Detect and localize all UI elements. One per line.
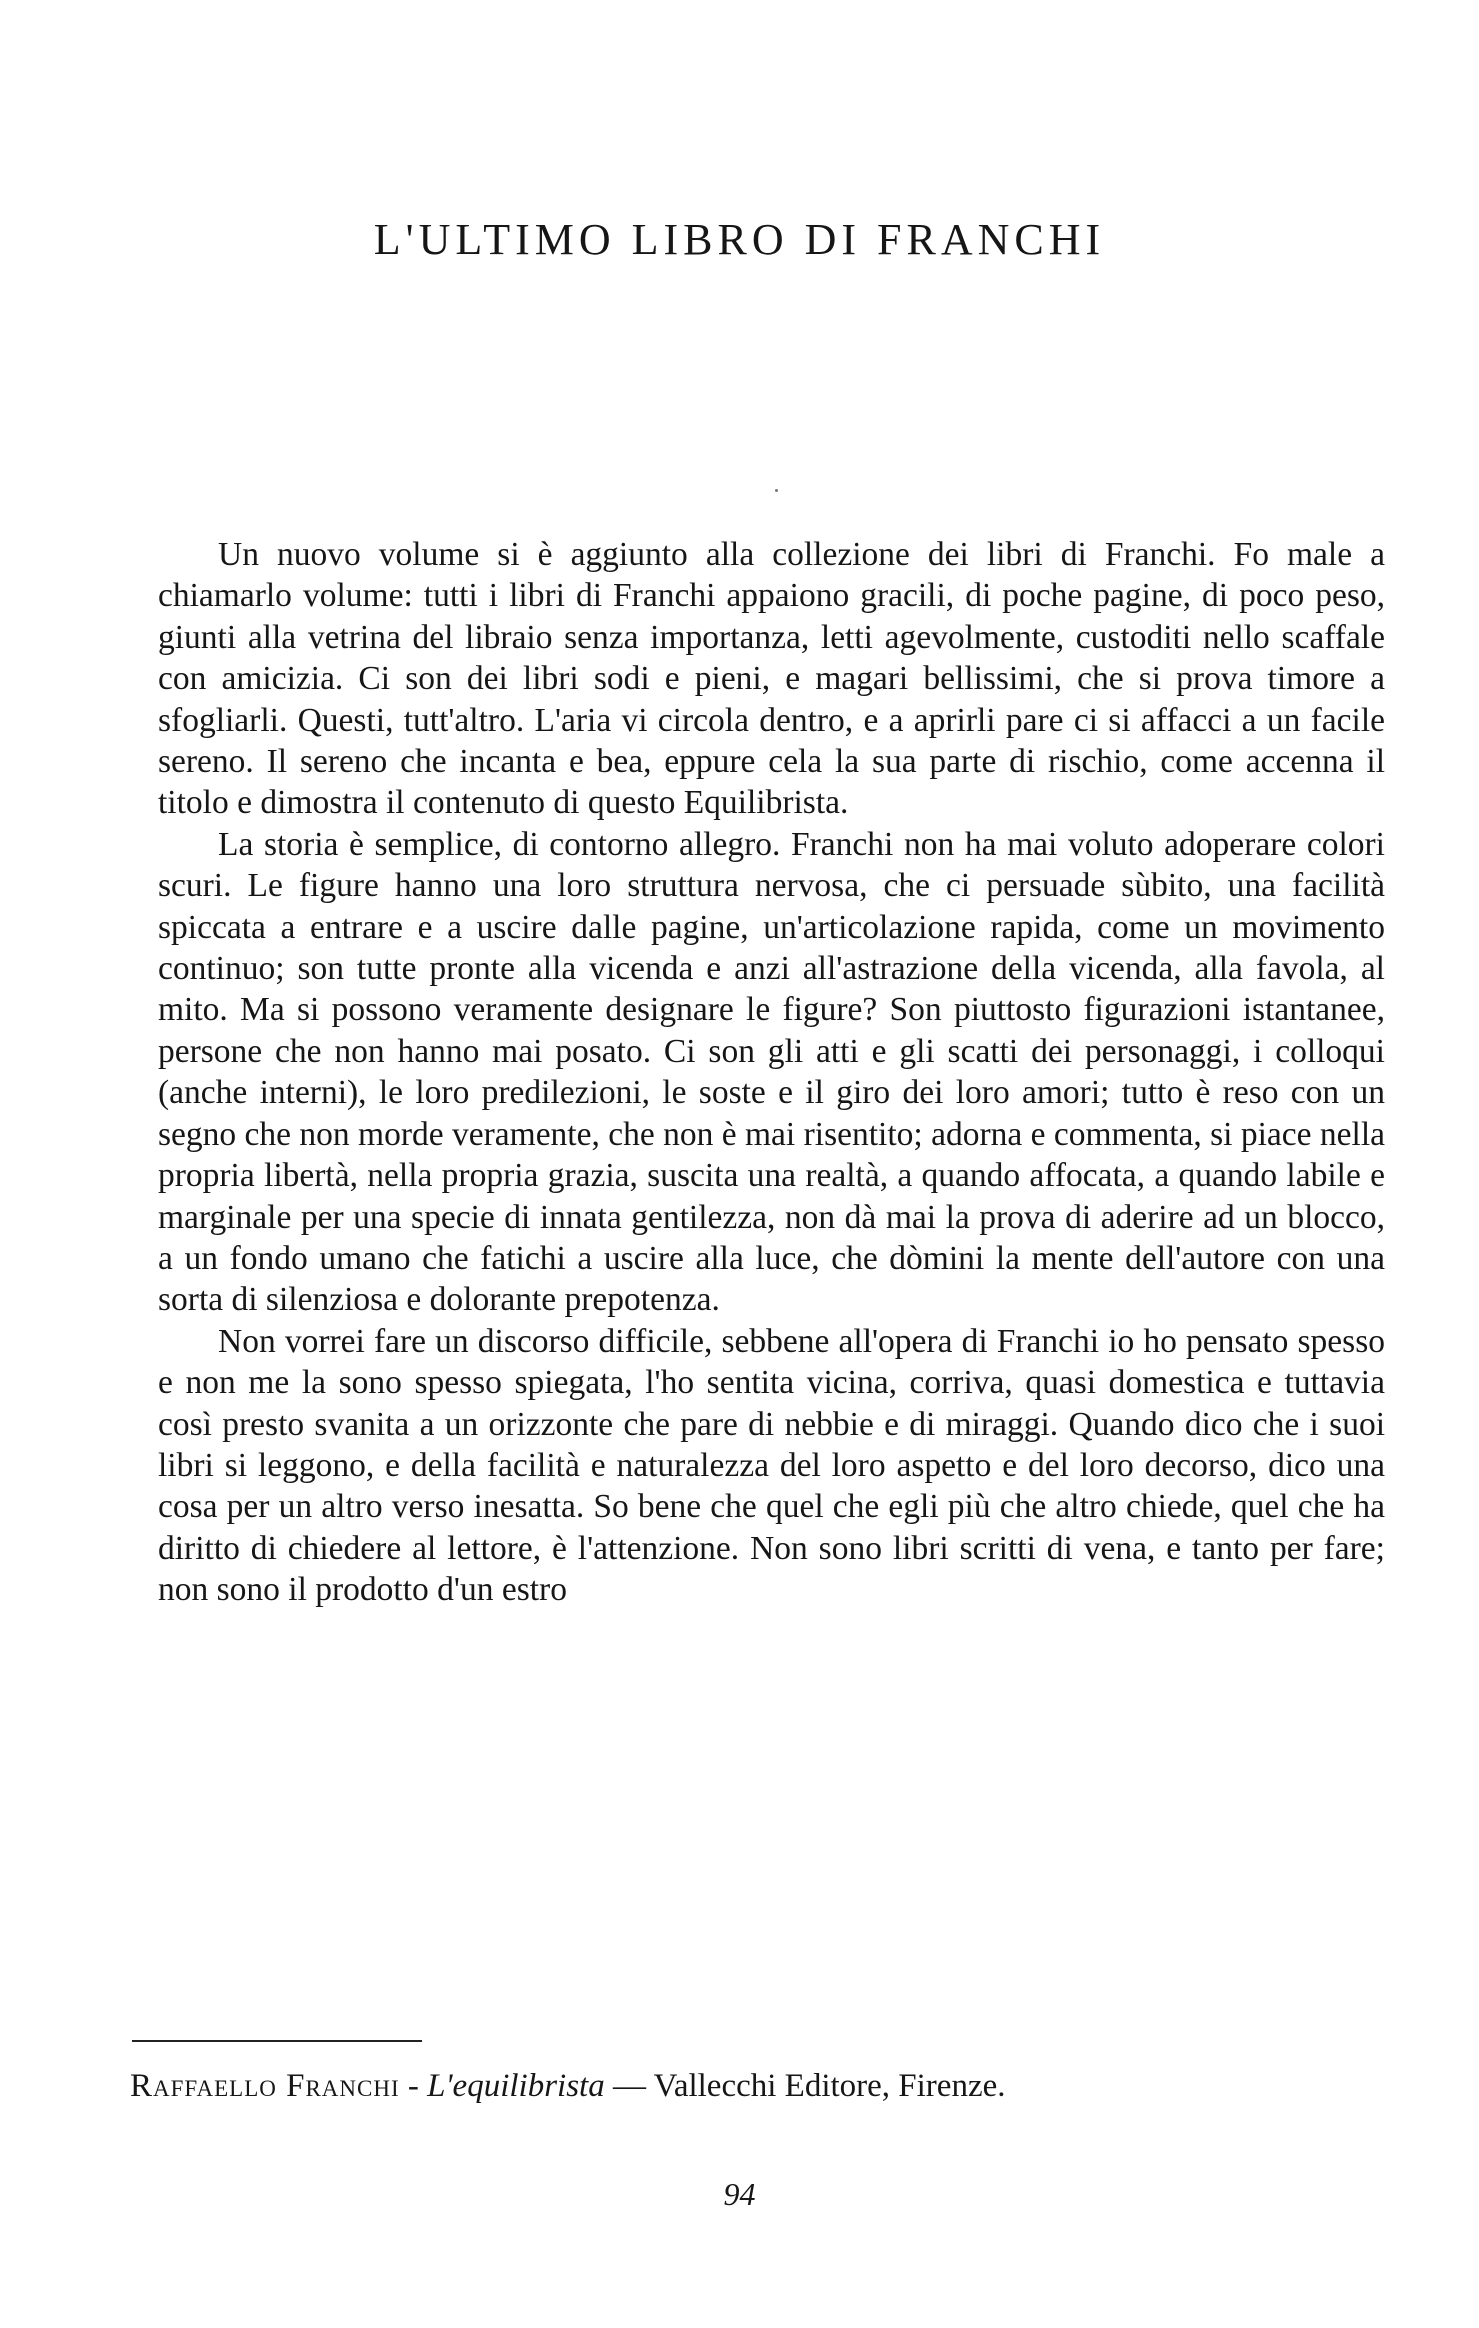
- footnote-author: Raffaello Franchi: [130, 2068, 400, 2104]
- footnote-book-title: L'equilibrista: [427, 2068, 605, 2104]
- paragraph-3: Non vorrei fare un discorso difficile, sebbene all'opera di Franchi io ho pensato spesso e non me la sono spesso spiegata, l'ho sentita vicina, corriva, quasi domestica e tuttavia così presto svanita a un orizzonte che pare di nebbie e di miraggi. Quando dico che i suoi libri si leggono, e della facilità e naturalezza del loro aspetto e del loro decorso, dico una cosa per un altro verso inesatta. So bene che quel che egli più che altro chiede, quel che ha diritto di chiedere al lettore, è l'attenzione. Non sono libri scritti di vena, e tanto per fare; non sono il prodotto d'un estro: [158, 1322, 1385, 1609]
- footnote-publisher: Vallecchi Editore, Firenze.: [653, 2068, 1006, 2104]
- paragraph-1: Un nuovo volume si è aggiunto alla collezione dei libri di Franchi. Fo male a chiamarlo volume: tutti i libri di Franchi appaiono gracili, di poche pagine, di poco peso, giunti alla vetrina del libraio senza importanza, letti agevolmente, custoditi nello scaffale con amicizia. Ci son dei libri sodi e pieni, e magari bellissimi, che si prova timore a sfogliarli. Questi, tutt'altro. L'aria vi circola dentro, e a aprirli pare ci si affacci a un facile sereno. Il sereno che incanta e bea, eppure cela la sua parte di rischio, come accenna il titolo e dimostra il contenuto di questo Equilibrista.: [158, 536, 1385, 822]
- footnote: [130, 2066, 1390, 2106]
- print-speck: [775, 489, 778, 492]
- footnote-dash: —: [604, 2068, 654, 2104]
- article-body: [158, 534, 1385, 1611]
- page-number: 94: [723, 2176, 756, 2212]
- footnote-rule: [132, 2040, 422, 2042]
- paragraph-2: La storia è semplice, di contorno allegro. Franchi non ha mai voluto adoperare colori scuri. Le figure hanno una loro struttura nervosa, che ci persuade sùbito, una facilità spiccata a entrare e a uscire dalle pagine, un'articolazione rapida, come un movimento continuo; son tutte pronte alla vicenda e anzi all'astrazione della vicenda, alla favola, al mito. Ma si possono veramente designare le figure? Son piuttosto figurazioni istantanee, persone che non hanno mai posato. Ci son gli atti e gli scatti dei personaggi, i colloqui (anche interni), le loro predilezioni, le soste e il giro dei loro amori; tutto è reso con un segno che non morde veramente, che non è mai risentito; adorna e commenta, si piace nella propria libertà, nella propria grazia, suscita una realtà, a quando affocata, a quando labile e marginale per una specie di innata gentilezza, non dà mai la prova di aderire ad un blocco, a un fondo umano che fatichi a uscire alla luce, che dòmini la mente dell'autore con una sorta di silenziosa e dolorante prepotenza.: [158, 825, 1385, 1319]
- article-title: L'ULTIMO LIBRO DI FRANCHI: [373, 215, 1106, 264]
- footnote-separator: -: [399, 2068, 428, 2104]
